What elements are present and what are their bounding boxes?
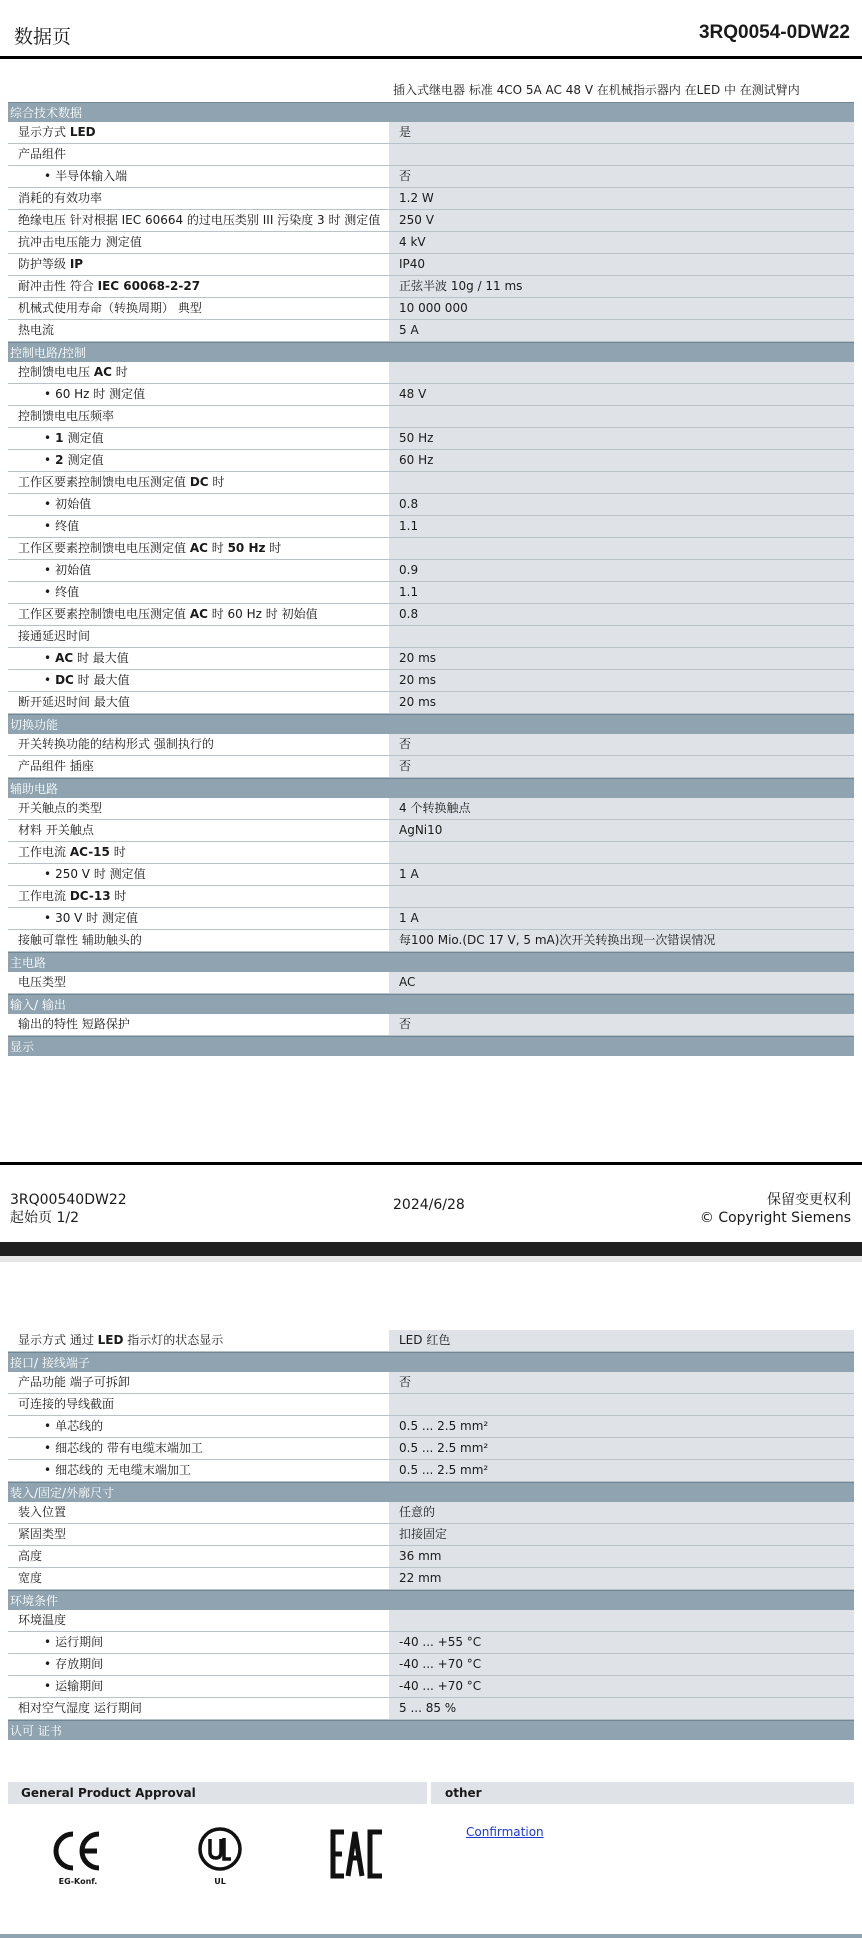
spec-row bbox=[8, 798, 854, 820]
section-environment: 环境条件 bbox=[8, 1590, 854, 1610]
spec-row bbox=[8, 1438, 854, 1460]
spec-label: • 运行期间 bbox=[8, 1632, 389, 1653]
ce-logo-label: EG-Konf. bbox=[58, 1877, 98, 1886]
spec-row bbox=[8, 1676, 854, 1698]
spec-row bbox=[8, 254, 854, 276]
spec-value: LED 红色 bbox=[389, 1330, 854, 1351]
spec-value bbox=[389, 362, 854, 383]
spec-row bbox=[8, 820, 854, 842]
spec-value: 250 V bbox=[389, 210, 854, 231]
section-display: 显示 bbox=[8, 1036, 854, 1056]
spec-row bbox=[8, 362, 854, 384]
spec-row bbox=[8, 1416, 854, 1438]
spec-row bbox=[8, 1568, 854, 1590]
spec-label: 显示方式 通过 LED 指示灯的状态显示 bbox=[8, 1330, 389, 1351]
spec-row bbox=[8, 1014, 854, 1036]
bottom-section-bar bbox=[0, 1934, 862, 1938]
spec-value: 5 A bbox=[389, 320, 854, 341]
spec-label: 产品组件 插座 bbox=[8, 756, 389, 777]
spec-label: • 细芯线的 无电缆末端加工 bbox=[8, 1460, 389, 1481]
spec-label: 紧固类型 bbox=[8, 1524, 389, 1545]
spec-row bbox=[8, 1698, 854, 1720]
spec-label: 相对空气湿度 运行期间 bbox=[8, 1698, 389, 1719]
spec-value: 1 A bbox=[389, 908, 854, 929]
spec-row bbox=[8, 1632, 854, 1654]
section-auxiliary: 辅助电路 bbox=[8, 778, 854, 798]
spec-label: • 终值 bbox=[8, 582, 389, 603]
spec-row bbox=[8, 560, 854, 582]
eac-logo bbox=[330, 1828, 390, 1884]
section-mounting: 装入/固定/外廓尺寸 bbox=[8, 1482, 854, 1502]
spec-label: 接触可靠性 辅助触头的 bbox=[8, 930, 389, 951]
spec-row bbox=[8, 972, 854, 994]
footer-rights: 保留变更权利 bbox=[767, 1192, 851, 1208]
spec-row bbox=[8, 1654, 854, 1676]
spec-label: 热电流 bbox=[8, 320, 389, 341]
spec-value bbox=[389, 472, 854, 493]
spec-row bbox=[8, 298, 854, 320]
spec-label: 产品功能 端子可拆卸 bbox=[8, 1372, 389, 1393]
spec-label: 开关触点的类型 bbox=[8, 798, 389, 819]
spec-value: 4 kV bbox=[389, 232, 854, 253]
spec-label: 工作区要素控制馈电电压测定值 AC 时 50 Hz 时 bbox=[8, 538, 389, 559]
spec-value bbox=[389, 406, 854, 427]
spec-value: 否 bbox=[389, 1372, 854, 1393]
spec-label: 防护等级 IP bbox=[8, 254, 389, 275]
footer-date: 2024/6/28 bbox=[393, 1197, 465, 1213]
spec-value: 0.8 bbox=[389, 494, 854, 515]
spec-label: 工作电流 AC-15 时 bbox=[8, 842, 389, 863]
spec-value: 是 bbox=[389, 122, 854, 143]
spec-value bbox=[389, 886, 854, 907]
page-title: 数据页 bbox=[14, 26, 72, 48]
spec-label: • 单芯线的 bbox=[8, 1416, 389, 1437]
rows-control bbox=[8, 362, 854, 714]
page-separator-light bbox=[0, 1256, 862, 1262]
spec-value: -40 ... +70 °C bbox=[389, 1676, 854, 1697]
spec-label: 开关转换功能的结构形式 强制执行的 bbox=[8, 734, 389, 755]
spec-value: AgNi10 bbox=[389, 820, 854, 841]
rows-general bbox=[8, 122, 854, 342]
footer-product-code: 3RQ00540DW22 bbox=[10, 1192, 127, 1208]
ul-logo-label: UL bbox=[214, 1877, 226, 1886]
spec-row bbox=[8, 406, 854, 428]
spec-value: -40 ... +55 °C bbox=[389, 1632, 854, 1653]
spec-label: 控制馈电电压频率 bbox=[8, 406, 389, 427]
spec-row bbox=[8, 864, 854, 886]
spec-label: 接通延迟时间 bbox=[8, 626, 389, 647]
spec-value: 20 ms bbox=[389, 692, 854, 713]
footer-copyright: © Copyright Siemens bbox=[699, 1210, 851, 1226]
spec-value: IP40 bbox=[389, 254, 854, 275]
spec-row bbox=[8, 842, 854, 864]
section-connections: 接口/ 接线端子 bbox=[8, 1352, 854, 1372]
rows-io bbox=[8, 1014, 854, 1036]
spec-label: • 存放期间 bbox=[8, 1654, 389, 1675]
spec-row bbox=[8, 756, 854, 778]
spec-label: • 30 V 时 测定值 bbox=[8, 908, 389, 929]
spec-value: 5 ... 85 % bbox=[389, 1698, 854, 1719]
spec-value bbox=[389, 626, 854, 647]
rows-switching bbox=[8, 734, 854, 778]
footer-page-number: 起始页 1/2 bbox=[10, 1210, 79, 1226]
spec-row bbox=[8, 1546, 854, 1568]
spec-value: AC bbox=[389, 972, 854, 993]
spec-row bbox=[8, 320, 854, 342]
spec-label: • 250 V 时 测定值 bbox=[8, 864, 389, 885]
spec-label: 工作电流 DC-13 时 bbox=[8, 886, 389, 907]
section-control: 控制电路/控制 bbox=[8, 342, 854, 362]
spec-value: 0.9 bbox=[389, 560, 854, 581]
spec-value: 0.5 ... 2.5 mm² bbox=[389, 1438, 854, 1459]
spec-value: 60 Hz bbox=[389, 450, 854, 471]
spec-row bbox=[8, 1394, 854, 1416]
spec-value: 1 A bbox=[389, 864, 854, 885]
spec-row bbox=[8, 166, 854, 188]
spec-row bbox=[8, 428, 854, 450]
spec-row bbox=[8, 144, 854, 166]
spec-label: 宽度 bbox=[8, 1568, 389, 1589]
spec-table-page-1 bbox=[8, 102, 854, 1056]
section-approvals: 认可 证书 bbox=[8, 1720, 854, 1740]
spec-value: 0.5 ... 2.5 mm² bbox=[389, 1416, 854, 1437]
spec-label: 工作区要素控制馈电电压测定值 DC 时 bbox=[8, 472, 389, 493]
spec-value: 否 bbox=[389, 756, 854, 777]
spec-label: • AC 时 最大值 bbox=[8, 648, 389, 669]
spec-label: 绝缘电压 针对根据 IEC 60664 的过电压类别 III 污染度 3 时 测定值 bbox=[8, 210, 389, 231]
spec-label: 输出的特性 短路保护 bbox=[8, 1014, 389, 1035]
spec-value: 1.2 W bbox=[389, 188, 854, 209]
spec-label: 材料 开关触点 bbox=[8, 820, 389, 841]
footer-left bbox=[10, 1191, 127, 1227]
eac-mark-icon bbox=[330, 1828, 390, 1880]
spec-value: 22 mm bbox=[389, 1568, 854, 1589]
spec-row bbox=[8, 626, 854, 648]
spec-value bbox=[389, 538, 854, 559]
spec-label: 耐冲击性 符合 IEC 60068-2-27 bbox=[8, 276, 389, 297]
spec-label: 控制馈电电压 AC 时 bbox=[8, 362, 389, 383]
spec-row bbox=[8, 188, 854, 210]
spec-value: 0.5 ... 2.5 mm² bbox=[389, 1460, 854, 1481]
spec-value: 10 000 000 bbox=[389, 298, 854, 319]
spec-row bbox=[8, 1460, 854, 1482]
confirmation-link[interactable]: Confirmation bbox=[466, 1825, 544, 1839]
page-header bbox=[0, 0, 862, 59]
spec-row bbox=[8, 582, 854, 604]
product-code: 3RQ0054-0DW22 bbox=[698, 22, 850, 43]
spec-label: 电压类型 bbox=[8, 972, 389, 993]
spec-label: 消耗的有效功率 bbox=[8, 188, 389, 209]
spec-label: • 60 Hz 时 测定值 bbox=[8, 384, 389, 405]
section-main-circuit: 主电路 bbox=[8, 952, 854, 972]
spec-row bbox=[8, 1610, 854, 1632]
spec-value: 20 ms bbox=[389, 670, 854, 691]
spec-label: 断开延迟时间 最大值 bbox=[8, 692, 389, 713]
spec-value: 扣接固定 bbox=[389, 1524, 854, 1545]
spec-row bbox=[8, 472, 854, 494]
spec-label: 高度 bbox=[8, 1546, 389, 1567]
spec-label: 工作区要素控制馈电电压测定值 AC 时 60 Hz 时 初始值 bbox=[8, 604, 389, 625]
spec-row bbox=[8, 734, 854, 756]
spec-row bbox=[8, 538, 854, 560]
spec-row bbox=[8, 930, 854, 952]
spec-value bbox=[389, 842, 854, 863]
spec-value: 4 个转换触点 bbox=[389, 798, 854, 819]
spec-row bbox=[8, 516, 854, 538]
spec-row bbox=[8, 1524, 854, 1546]
spec-label: 机械式使用寿命（转换周期） 典型 bbox=[8, 298, 389, 319]
spec-value: 0.8 bbox=[389, 604, 854, 625]
spec-label: • 半导体输入端 bbox=[8, 166, 389, 187]
footer-right bbox=[700, 1191, 851, 1227]
spec-row bbox=[8, 648, 854, 670]
spec-value: 20 ms bbox=[389, 648, 854, 669]
spec-label: 环境温度 bbox=[8, 1610, 389, 1631]
spec-table-page-2 bbox=[8, 1330, 854, 1740]
ul-logo bbox=[196, 1826, 244, 1886]
spec-value: 1.1 bbox=[389, 582, 854, 603]
spec-label: • 运输期间 bbox=[8, 1676, 389, 1697]
spec-label: 显示方式 LED bbox=[8, 122, 389, 143]
spec-row bbox=[8, 1502, 854, 1524]
spec-value bbox=[389, 1394, 854, 1415]
spec-value bbox=[389, 1610, 854, 1631]
spec-label: • 终值 bbox=[8, 516, 389, 537]
approval-table-header bbox=[8, 1782, 854, 1804]
spec-row bbox=[8, 210, 854, 232]
spec-value: 任意的 bbox=[389, 1502, 854, 1523]
product-description: 插入式继电器 标准 4CO 5A AC 48 V 在机械指示器内 在LED 中 在测试臂内 bbox=[393, 83, 800, 97]
ce-mark-icon bbox=[53, 1830, 103, 1872]
spec-label: 产品组件 bbox=[8, 144, 389, 165]
spec-label: • 1 测定值 bbox=[8, 428, 389, 449]
spec-row bbox=[8, 450, 854, 472]
spec-label: • 细芯线的 带有电缆末端加工 bbox=[8, 1438, 389, 1459]
spec-row bbox=[8, 692, 854, 714]
section-general: 综合技术数据 bbox=[8, 102, 854, 122]
ce-logo bbox=[50, 1830, 106, 1886]
section-io: 输入/ 输出 bbox=[8, 994, 854, 1014]
spec-label: • 初始值 bbox=[8, 560, 389, 581]
spec-value: 否 bbox=[389, 166, 854, 187]
spec-row bbox=[8, 1372, 854, 1394]
rows-connections bbox=[8, 1372, 854, 1482]
spec-row bbox=[8, 232, 854, 254]
approval-col-other: other bbox=[445, 1786, 482, 1800]
spec-row bbox=[8, 122, 854, 144]
section-switching: 切换功能 bbox=[8, 714, 854, 734]
spec-value: 否 bbox=[389, 1014, 854, 1035]
spec-label: • DC 时 最大值 bbox=[8, 670, 389, 691]
rows-auxiliary bbox=[8, 798, 854, 952]
ul-mark-icon bbox=[197, 1826, 243, 1872]
spec-value: 每100 Mio.(DC 17 V, 5 mA)次开关转换出现一次错误情况 bbox=[389, 930, 854, 951]
spec-row bbox=[8, 1330, 854, 1352]
rows-display-cont bbox=[8, 1330, 854, 1352]
spec-value: 正弦半波 10g / 11 ms bbox=[389, 276, 854, 297]
spec-value: 否 bbox=[389, 734, 854, 755]
spec-label: 可连接的导线截面 bbox=[8, 1394, 389, 1415]
rows-environment bbox=[8, 1610, 854, 1720]
page-footer bbox=[0, 1162, 862, 1245]
spec-value: 50 Hz bbox=[389, 428, 854, 449]
rows-mounting bbox=[8, 1502, 854, 1590]
spec-value: 1.1 bbox=[389, 516, 854, 537]
spec-row bbox=[8, 384, 854, 406]
spec-label: 装入位置 bbox=[8, 1502, 389, 1523]
spec-value: 36 mm bbox=[389, 1546, 854, 1567]
spec-row bbox=[8, 604, 854, 626]
page-separator bbox=[0, 1242, 862, 1256]
spec-value: 48 V bbox=[389, 384, 854, 405]
spec-row bbox=[8, 276, 854, 298]
rows-main bbox=[8, 972, 854, 994]
spec-label: • 初始值 bbox=[8, 494, 389, 515]
spec-row bbox=[8, 670, 854, 692]
spec-row bbox=[8, 886, 854, 908]
spec-value: -40 ... +70 °C bbox=[389, 1654, 854, 1675]
approval-col-general: General Product Approval bbox=[8, 1782, 431, 1804]
spec-row bbox=[8, 494, 854, 516]
spec-label: • 2 测定值 bbox=[8, 450, 389, 471]
spec-value bbox=[389, 144, 854, 165]
spec-row bbox=[8, 908, 854, 930]
spec-label: 抗冲击电压能力 测定值 bbox=[8, 232, 389, 253]
